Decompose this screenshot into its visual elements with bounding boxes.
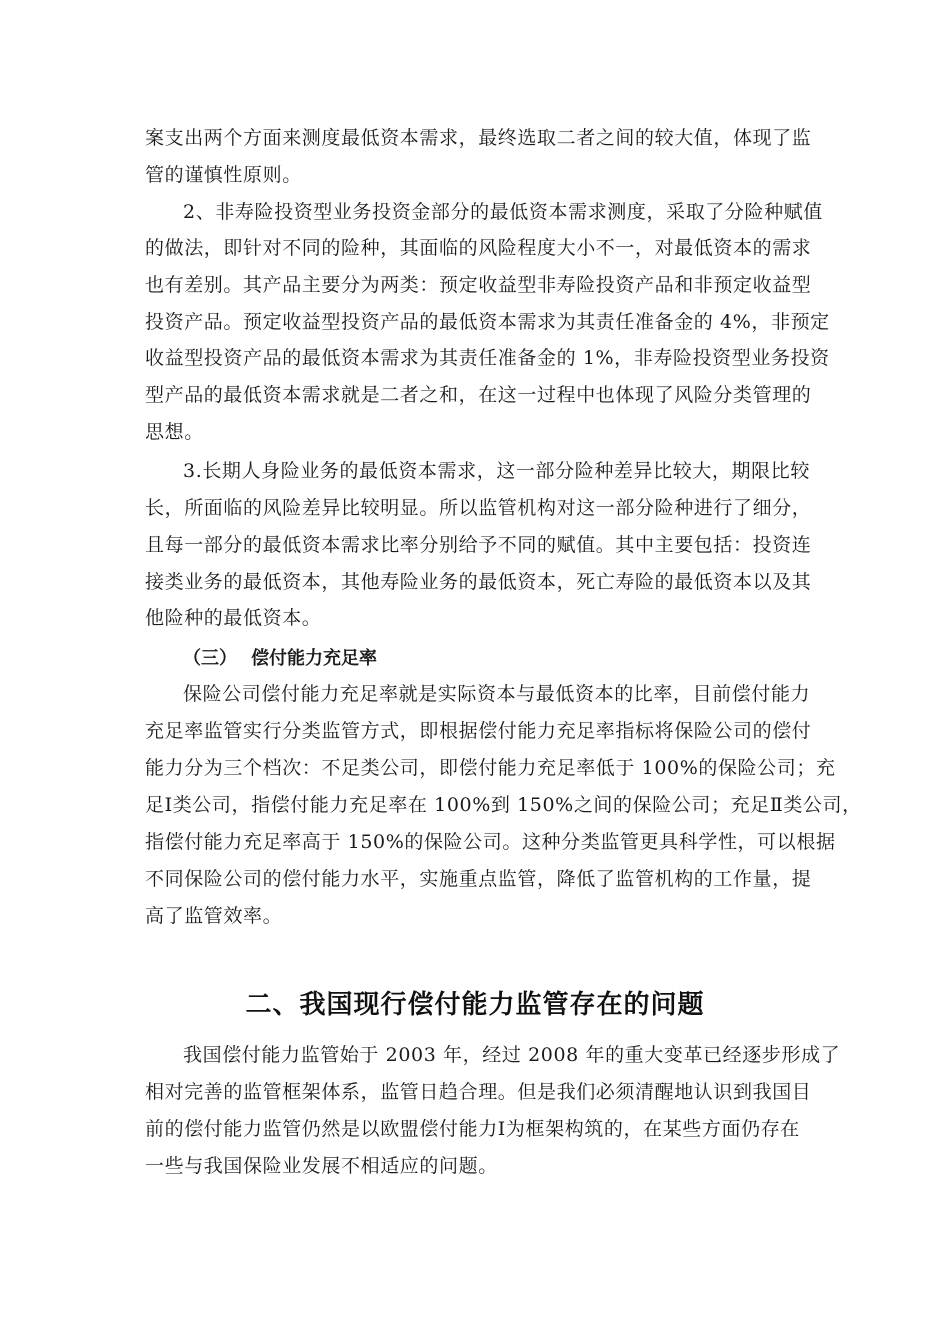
paragraph-5-line-2: 相对完善的监管框架体系，监管日趋合理。但是我们必须清醒地认识到我国目 <box>145 1081 812 1103</box>
paragraph-5-line-1: 我国偿付能力监管始于 2003 年，经过 2008 年的重大变革已经逐步形成了 <box>183 1044 841 1066</box>
subheading <box>183 644 377 670</box>
paragraph-4-line-4: 足Ⅰ类公司，指偿付能力充足率在 100%到 150%之间的保险公司；充足Ⅱ类公司， <box>145 794 862 816</box>
paragraph-5-line-4: 一些与我国保险业发展不相适应的问题。 <box>145 1155 498 1177</box>
paragraph-3-line-3: 且每一部分的最低资本需求比率分别给予不同的赋值。其中主要包括：投资连 <box>145 534 812 556</box>
paragraph-2-line-4: 投资产品。预定收益型投资产品的最低资本需求为其责任准备金的 4%，非预定 <box>145 311 830 333</box>
paragraph-4-line-1: 保险公司偿付能力充足率就是实际资本与最低资本的比率，目前偿付能力 <box>183 683 811 705</box>
paragraph-2-line-1: 2、非寿险投资型业务投资金部分的最低资本需求测度，采取了分险种赋值 <box>183 201 823 223</box>
paragraph-2-line-2: 的做法，即针对不同的险种，其面临的风险程度大小不一，对最低资本的需求 <box>145 237 812 259</box>
paragraph-3-line-5: 他险种的最低资本。 <box>145 607 322 629</box>
paragraph-5-line-3: 前的偿付能力监管仍然是以欧盟偿付能力Ⅰ为框架构筑的，在某些方面仍存在 <box>145 1118 800 1140</box>
subheading-text: 偿付能力充足率 <box>251 648 377 669</box>
paragraph-4-line-2: 充足率监管实行分类监管方式，即根据偿付能力充足率指标将保险公司的偿付 <box>145 720 812 742</box>
subheading-number: （三） <box>183 648 237 669</box>
paragraph-4-line-7: 高了监管效率。 <box>145 905 283 927</box>
paragraph-2-line-6: 型产品的最低资本需求就是二者之和，在这一过程中也体现了风险分类管理的 <box>145 384 812 406</box>
section-title: 二、我国现行偿付能力监管存在的问题 <box>245 990 705 1020</box>
paragraph-4-line-3: 能力分为三个档次：不足类公司，即偿付能力充足率低于 100%的保险公司；充 <box>145 757 836 779</box>
paragraph-1-line-1: 案支出两个方面来测度最低资本需求，最终选取二者之间的较大值，体现了监 <box>145 127 812 149</box>
paragraph-2-line-3: 也有差别。其产品主要分为两类：预定收益型非寿险投资产品和非预定收益型 <box>145 274 812 296</box>
paragraph-3-line-2: 长，所面临的风险差异比较明显。所以监管机构对这一部分险种进行了细分， <box>145 497 812 519</box>
paragraph-4-line-5: 指偿付能力充足率高于 150%的保险公司。这种分类监管更具科学性，可以根据 <box>145 831 836 853</box>
paragraph-1-line-2: 管的谨慎性原则。 <box>145 164 302 186</box>
paragraph-3-line-1: 3.长期人身险业务的最低资本需求，这一部分险种差异比较大，期限比较 <box>183 460 810 482</box>
paragraph-2-line-7: 思想。 <box>145 421 204 443</box>
paragraph-2-line-5: 收益型投资产品的最低资本需求为其责任准备金的 1%，非寿险投资型业务投资 <box>145 347 830 369</box>
paragraph-4-line-6: 不同保险公司的偿付能力水平，实施重点监管，降低了监管机构的工作量，提 <box>145 868 812 890</box>
paragraph-3-line-4: 接类业务的最低资本，其他寿险业务的最低资本，死亡寿险的最低资本以及其 <box>145 571 812 593</box>
